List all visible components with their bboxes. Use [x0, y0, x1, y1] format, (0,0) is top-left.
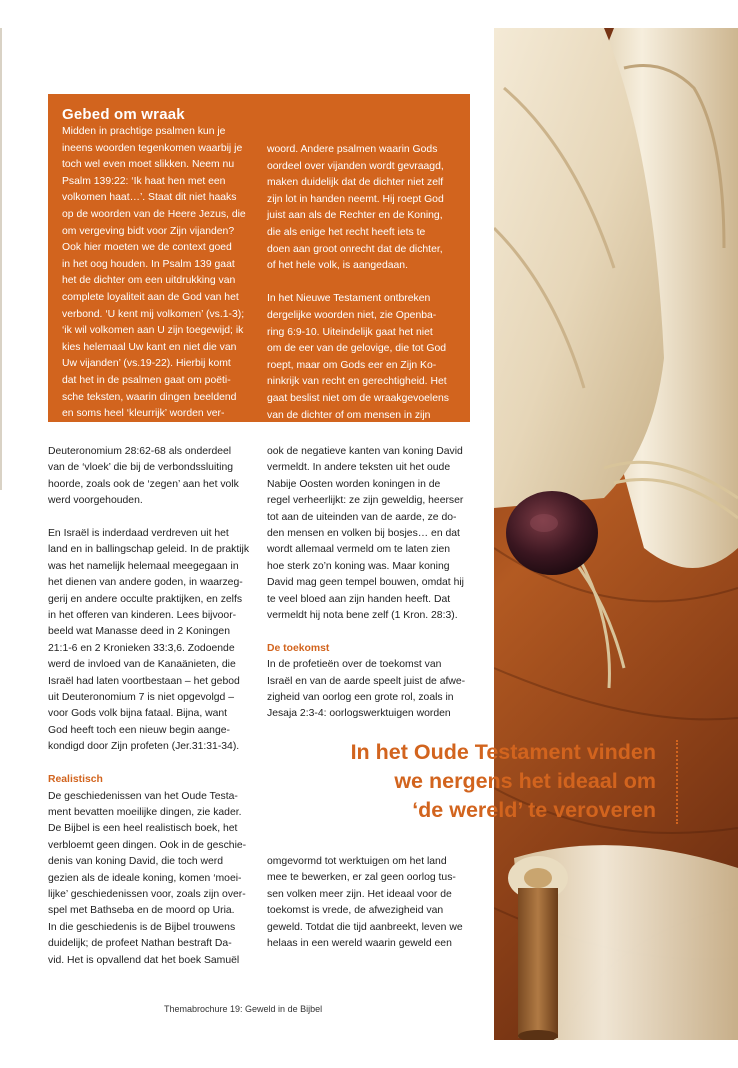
body-line: spel met Bathseba en de moord op Uria. — [48, 905, 235, 917]
body-line: De Bijbel is een heel realistisch boek, het — [48, 823, 238, 835]
sidebar-line: roept, maar om Gods eer en Zijn Ko- — [267, 359, 437, 371]
sidebar-line: ‘ik wil volkomen aan U zijn toegewijd; ik — [62, 325, 244, 337]
body-line: wordt allemaal vermeld om te laten zien — [267, 544, 451, 556]
sidebar-line: om de eer van de gelovige, die tot God — [267, 343, 447, 355]
sidebar-line: op de woorden van de Heere Jezus, die — [62, 208, 246, 220]
sidebar-line: dat het in de psalmen gaat om poëti- — [62, 374, 231, 386]
sidebar-line: verbond. ‘U kent mij volkomen’ (vs.1-3); — [62, 308, 245, 320]
body-line: denis van koning David, die toch werd — [48, 856, 224, 868]
sidebar-line: dergelijke woorden niet, zie Openba- — [267, 309, 437, 321]
sidebar-line: Ook hier moeten we de context goed — [62, 242, 232, 254]
pull-quote-dotted-rule — [676, 740, 678, 824]
body-line: helaas in een wereld waarin geweld een — [267, 938, 452, 950]
sidebar-line: oordeel over vijanden wordt gevraagd, — [267, 160, 444, 172]
body-column-2 — [267, 444, 477, 723]
sidebar-box-left-column — [62, 124, 251, 441]
body-column-1 — [48, 444, 258, 969]
body-line: werd de invloed van de Kanaänieten, die — [48, 659, 236, 671]
body-line: beeld wat Manasse deed in 2 Koningen — [48, 626, 230, 638]
body-line: zigheid van oorlog een grote rol, zoals in — [267, 692, 454, 704]
pull-quote-line: ‘de wereld’ te veroveren — [412, 798, 656, 822]
sidebar-line: kies helemaal Uw kant en niet die van — [62, 341, 237, 353]
body-line: God heeft toch een nieuw begin aange- — [48, 724, 230, 736]
body-line: sen volken meer zijn. Het ideaal voor de — [267, 888, 452, 900]
sidebar-line: In het Nieuwe Testament ontbreken — [267, 293, 431, 305]
body-line: geweld. Totdat die tijd aanbreekt, leven we — [267, 921, 463, 933]
body-line: Deuteronomium 28:62-68 als onderdeel — [48, 446, 232, 457]
page-footer: Themabrochure 19: Geweld in de Bijbel — [164, 1004, 323, 1014]
body-line: In de profetieën over de toekomst van — [267, 659, 442, 671]
body-line: toekomst is vrede, de afwezigheid van — [267, 905, 444, 917]
body-line: regel verheerlijkt: ze zijn geweldig, heerser — [267, 495, 464, 507]
sidebar-line: toch wel even moet slikken. Neem nu — [62, 159, 235, 171]
body-line: gerij en andere occulte praktijken, en zelfs — [48, 593, 243, 605]
body-line: Jesaja 2:3-4: oorlogswerktuigen worden — [267, 708, 451, 720]
subheading-de-toekomst: De toekomst — [267, 642, 330, 654]
body-line: vermeldt hij nota bene zelf (1 Kron. 28:3). — [267, 610, 458, 622]
body-line: van de ‘vloek’ die bij de verbondssluiting — [48, 462, 234, 474]
body-line: Nabije Oosten worden koningen in de — [267, 478, 441, 490]
body-line: den mensen en volken bij bosjes… en dat — [267, 528, 460, 540]
sidebar-line: in het oog houden. In Psalm 139 gaat — [62, 258, 235, 270]
body-line: uit Deuteronomium 7 is niet opgevolgd – — [48, 692, 234, 704]
sidebar-box-title: Gebed om wraak — [62, 106, 185, 123]
sidebar-line: om vergeving bidt voor Zijn vijanden? — [62, 225, 235, 237]
body-line: tot aan de uiteinden van de aarde, ze do- — [267, 511, 457, 523]
body-line: het dienen van andere goden, in waarzeg- — [48, 577, 243, 589]
sidebar-line: buurt die wat minder aardig zijn. — [267, 426, 415, 438]
sidebar-line: ineens woorden tegenkomen waarbij je — [62, 142, 243, 154]
body-line: kondigd door Zijn profeten (Jer.31:31-34). — [48, 741, 240, 753]
body-line: te veel bloed aan zijn handen heeft. Dat — [267, 593, 451, 605]
pull-quote — [268, 738, 656, 825]
body-line: In die geschiedenis is de Bijbel trouwens — [48, 921, 236, 933]
sidebar-line: ring 6:9-10. Uiteindelijk gaat het niet — [267, 326, 433, 338]
sidebar-line: het de dichter om een uitdrukking van — [62, 275, 236, 287]
body-line: gezien als de ideale koning, komen ‘moei- — [48, 872, 242, 884]
left-margin-rule — [0, 28, 2, 490]
sidebar-line: doen aan groot onrecht dat de dichter, — [267, 243, 443, 255]
body-line: lijke’ geschiedenissen voor, zoals zijn over- — [48, 888, 246, 900]
scroll-photo — [494, 28, 738, 1040]
body-line: Israël had laten voortbestaan – het gebod — [48, 675, 240, 687]
subheading-realistisch: Realistisch — [48, 774, 103, 786]
sidebar-line: juist aan als de Rechter en de Koning, — [267, 210, 443, 222]
sidebar-line: die als enige het recht heeft iets te — [267, 226, 426, 238]
body-line: hoorde, zoals ook de ‘zegen’ aan het volk — [48, 478, 239, 490]
pull-quote-line: we nergens het ideaal om — [394, 769, 656, 793]
body-line: verbloemt geen dingen. Ook in de geschie- — [48, 839, 247, 851]
sidebar-line: Midden in prachtige psalmen kun je — [62, 126, 226, 137]
body-line: land en in ballingschap geleid. In de praktijk — [48, 544, 250, 556]
body-line: vermeldt. In andere teksten uit het oude — [267, 462, 451, 474]
sidebar-line: ninkrijk van recht en gerechtigheid. Het — [267, 376, 447, 388]
sidebar-line: woord. Andere psalmen waarin Gods — [267, 144, 438, 155]
body-line: ook de negatieve kanten van koning David — [267, 446, 463, 457]
body-line: ment bevatten moeilijke dingen, zie kader. — [48, 806, 242, 818]
pull-quote-line: In het Oude Testament vinden — [350, 740, 656, 764]
sidebar-line: van de dichter of om mensen in zijn — [267, 409, 431, 421]
sidebar-line: of het hele volk, is aangedaan. — [267, 260, 408, 272]
body-line: hoe sterk zo’n koning was. Maar koning — [267, 560, 450, 572]
body-line: Israël en van de aarde speelt juist de afwe- — [267, 675, 466, 687]
sidebar-line: zijn lot in handen neemt. Hij roept God — [267, 193, 444, 205]
body-line: En Israël is inderdaad verdreven uit het — [48, 528, 229, 540]
sidebar-line: volkomen haat…’. Staat dit niet haaks — [62, 192, 237, 204]
body-column-3 — [267, 854, 477, 952]
body-line: De geschiedenissen van het Oude Testa- — [48, 790, 238, 802]
body-line: was het namelijk helemaal meegegaan in — [48, 560, 239, 572]
body-line: 21:1-6 en 2 Kronieken 33:3,6. Zodoende — [48, 642, 235, 654]
sidebar-box-gebed-om-wraak — [48, 94, 470, 438]
body-line: in het offeren van kinderen. Lees bijvoor- — [48, 610, 237, 622]
sidebar-line: en soms heel ‘kleurrijk’ worden ver- — [62, 408, 225, 420]
body-line: werd voorgehouden. — [48, 495, 143, 507]
sidebar-line: Psalm 139:22: ‘Ik haat hen met een — [62, 175, 226, 187]
body-line: omgevormd tot werktuigen om het land — [267, 856, 447, 867]
sidebar-box-right-column — [267, 124, 456, 441]
sidebar-line: gaat beslist niet om de wraakgevoelens — [267, 392, 449, 404]
body-line: David mag geen tempel bouwen, omdat hij — [267, 577, 464, 589]
sidebar-line: Uw vijanden’ (vs.19-22). Hierbij komt — [62, 358, 231, 370]
sidebar-line: maken duidelijk dat de dichter niet zelf — [267, 177, 444, 189]
sidebar-line: complete loyaliteit aan de God van het — [62, 291, 239, 303]
body-line: mee te bewerken, er zal geen oorlog tus- — [267, 872, 456, 884]
sidebar-line: sche teksten, waarin dingen beeldend — [62, 391, 237, 403]
body-line: vid. Het is opvallend dat het boek Samuël — [48, 954, 240, 966]
body-line: voor Gods volk bijna fataal. Bijna, want — [48, 708, 228, 720]
body-line: duidelijk; de profeet Nathan bestraft Da- — [48, 938, 232, 950]
